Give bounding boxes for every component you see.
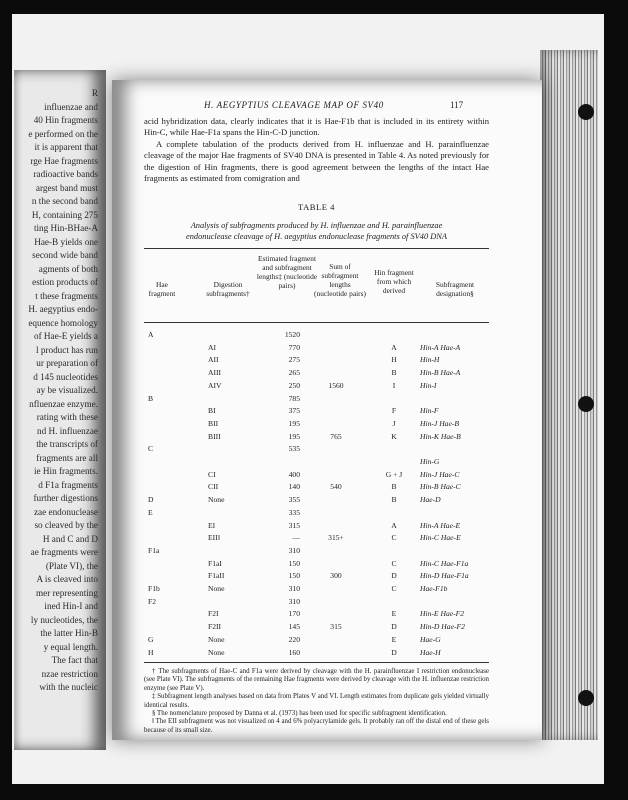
facing-page-line: fragments are all [36,452,98,463]
cell-hae-fragment: E [148,507,153,517]
header-subfragment-designation: Subfragment designation§ [435,280,475,298]
cell-sum: 1560 [328,380,344,390]
cell-hae-fragment: F2 [148,596,157,606]
cell-length: 170 [288,609,300,619]
cell-digestion: BII [208,418,219,428]
cell-designation: Hae-H [420,647,441,657]
cell-digestion: AII [208,355,219,365]
cell-hin-fragment: B [391,482,397,492]
cell-designation: Hin-A Hae-A [420,342,461,352]
page-stack-edges [540,50,598,740]
facing-page-line: argest band must [35,182,98,193]
facing-page-line: R [91,88,98,98]
facing-page-line: ting Hin-BHae-A [33,223,98,233]
cell-length: 310 [288,545,300,555]
cell-hin-fragment: D [391,622,397,632]
binder-hole-middle [578,396,594,412]
facing-page-line: H and C and D [42,533,98,544]
cell-hin-fragment: C [391,533,397,543]
cell-hin-fragment: G + J [385,469,403,479]
cell-hin-fragment: C [391,584,397,593]
facing-page-line: nfluenzae enzyme. [29,398,98,409]
facing-page-line: H, containing 275 [31,209,98,220]
facing-page-line: ur preparation of [36,358,98,368]
cell-designation: Hin-A Hae-E [420,520,461,530]
header-sum-lengths: Sum of subfragment lengths (nucleotide pairs) [314,262,366,298]
facing-page-line: ie Hin fragments. [33,466,98,476]
binder-hole-top [578,104,594,120]
table-label: TABLE 4 [298,202,335,212]
cell-designation: Hae-F1b [420,584,448,593]
cell-designation: Hin-K Hae-B [420,431,461,441]
cell-digestion: None [208,584,225,593]
cell-digestion: None [208,647,225,657]
cell-digestion: BIII [208,431,221,441]
cell-digestion: None [208,495,225,505]
cell-digestion: F1aI [208,558,222,568]
cell-length: 1520 [284,330,300,339]
cell-hae-fragment: B [148,393,154,403]
facing-page-line: of Hae-E yields a [33,331,98,341]
cell-designation: Hae-G [420,634,441,644]
cell-designation: Hin-G [420,457,440,466]
cell-designation: Hin-C Hae-E [420,533,461,543]
facing-page-line: ly nucleotides, the [30,614,98,625]
facing-page-line: (Plate VI), the [45,560,98,571]
facing-page-line: with the nucleic [39,682,98,692]
cell-hin-fragment: D [391,571,397,581]
facing-page-line: t these fragments [35,290,98,301]
cell-hae-fragment: D [148,495,154,505]
facing-page-line: zae endonuclease [33,506,98,517]
cell-digestion: BI [208,406,216,416]
facing-page-line: rge Hae fragments [30,155,98,166]
facing-page-line: second wide band [32,250,98,260]
cell-designation: Hin-F [420,406,439,416]
cell-length: 355 [288,495,300,505]
cell-length: 375 [288,406,300,416]
facing-page-line: Hae-B yields one [34,236,98,247]
cell-length: 265 [288,368,300,378]
facing-page-line: estion products of [32,277,98,287]
cell-length: 160 [288,647,300,657]
facing-page-line: 40 Hin fragments [33,115,98,125]
facing-page-line: further digestions [33,493,98,503]
cell-sum: 540 [330,482,342,492]
cell-sum: 765 [330,431,342,441]
cell-hin-fragment: A [391,520,397,530]
table-caption [144,220,489,242]
cell-hin-fragment: I [392,380,396,390]
cell-digestion: CI [208,469,216,479]
cell-length: 770 [288,342,300,352]
facing-page-line: e performed on the [28,128,98,139]
facing-page-line: nd H. influenzae [37,425,98,436]
table-header-rule [144,322,489,323]
facing-page-left [14,70,106,750]
facing-page-line: rating with these [36,412,98,422]
body-paragraph-1: acid hybridization data, clearly indicates that it is Hae-F1b that is included in its entirety within Hin-C, while Hae-F1a spans the Hin-C-D junction. [144,116,489,138]
facing-page-line: nzae restriction [41,668,98,679]
cell-hae-fragment: F1b [148,584,160,593]
running-head: H. AEGYPTIUS CLEAVAGE MAP OF SV40 [204,100,384,110]
cell-hin-fragment: J [392,418,396,428]
cell-designation: Hin-H [420,355,440,365]
facing-page-line: l product has run [35,344,98,355]
cell-length: 310 [288,584,300,593]
cell-length: 535 [288,444,300,454]
cell-designation: Hin-E Hae-F2 [420,609,465,619]
facing-page-line: The fact that [51,655,98,665]
cell-sum: 300 [330,571,342,581]
cell-digestion: CII [208,482,219,492]
footnote-parallel: ‖ The EII subfragment was not visualized on 4 and 6% polyacrylamide gels. It probably ran off the distal end of these gels because of its small size. [144,718,489,734]
facing-page-line: ay be visualized. [36,385,98,395]
cell-hin-fragment: D [391,647,397,657]
cell-designation: Hin-J Hae-B [420,418,460,428]
facing-page-line: ae fragments were [30,547,98,557]
cell-hin-fragment: K [391,431,397,441]
binder-hole-bottom [578,690,594,706]
cell-length: 275 [288,355,300,365]
cell-designation: Hin-B Hae-C [420,482,461,492]
cell-sum: 315 [330,622,342,632]
cell-digestion: AIII [208,368,222,378]
cell-length: 220 [288,634,300,644]
cell-length: 310 [288,596,300,606]
cell-hin-fragment: B [391,495,397,505]
body-paragraph-2: A complete tabulation of the products derived from H. influenzae and H. parainfluenzae cleavage of the major Hae fragments of SV40 DNA is presented in Table 4. As noted previously for the digestion of Hin fragments, there is good agreement between the lengths of the intact Hae fragments as estimated from comigration and [144,138,489,184]
cell-length: 785 [288,393,300,403]
cell-designation: Hin-D Hae-F1a [420,571,469,581]
facing-page-line: agments of both [38,263,98,274]
cell-sum: 315+ [328,533,344,543]
header-hin-fragment: Hin fragment from which derived [374,268,414,295]
cell-hin-fragment: C [391,558,397,568]
cell-hae-fragment: A [148,330,154,339]
cell-designation: Hin-B Hae-A [420,368,461,378]
table-top-rule [144,248,489,249]
cell-length: 195 [288,431,300,441]
book-page [112,80,542,740]
page-number: 117 [450,100,464,110]
footnote-double-dagger: ‡ Subfragment length analyses based on data from Plates V and VI. Length estimates from duplicate gels yielded virtually identical results. [144,693,489,709]
cell-digestion: AI [208,342,217,352]
cell-hin-fragment: H [391,355,397,365]
cell-hin-fragment: F [391,406,397,416]
cell-hae-fragment: C [148,444,154,454]
cell-digestion: F2II [208,622,222,632]
cell-designation: Hin-D Hae-F2 [420,622,465,632]
facing-page-line: equence homology [28,317,98,328]
facing-page-line: influenzae and [44,101,98,112]
facing-page-line: A is cleaved into [36,574,98,584]
cell-hin-fragment: E [391,634,397,644]
cell-hae-fragment: G [148,634,154,644]
cell-hin-fragment: A [391,342,397,352]
cell-designation: Hin-J Hae-C [420,469,460,479]
cell-digestion: F2I [208,609,219,619]
cell-digestion: EII‖ [208,533,220,543]
cell-length: 150 [288,558,300,568]
cell-digestion: AIV [208,380,222,390]
cell-hin-fragment: B [391,368,397,378]
header-hae-fragment: Hae fragment [148,280,176,298]
facing-page-line: the latter Hin-B [40,628,98,638]
footnote-dagger: † The subfragments of Hae-C and F1a were derived by cleavage with the H. parainfluenzae I restriction endonuclease (see Plate VI). The subfragments of the remaining Hae fragments were derived by cleavage with the H. influenzae restriction enzyme (see Plate V). [144,668,489,692]
facing-page-line: H. aegyptius endo- [28,304,98,314]
facing-page-line: d F1a fragments [38,479,98,490]
cell-hae-fragment: F1a [148,545,160,555]
table-caption-line-1: Analysis of subfragments produced by H. influenzae and H. parainfluenzae [190,221,443,230]
cell-hae-fragment: H [148,647,154,657]
cell-length: 195 [288,418,300,428]
table-bottom-rule [144,662,489,663]
header-digestion: Digestion subfragments† [206,280,250,298]
facing-page-line: the transcripts of [36,439,98,449]
facing-page-line: radioactive bands [33,169,98,179]
cell-length: 400 [288,469,300,479]
facing-page-line: d 145 nucleotides [33,371,98,382]
facing-page-line: mer representing [36,587,98,598]
cell-digestion: EI [208,520,216,530]
cell-length: 145 [288,622,300,632]
facing-page-line: so cleaved by the [34,520,98,530]
cell-length: 250 [288,380,300,390]
body-text [144,116,489,184]
facing-page-line: ined Hin-I and [44,601,98,611]
cell-length: 150 [288,571,300,581]
cell-length: 315 [288,520,300,530]
cell-length: 140 [288,482,300,492]
cell-designation: Hae-D [420,495,441,505]
cell-length: — [292,533,300,543]
facing-page-line: n the second band [31,196,98,206]
cell-length: 335 [288,507,300,517]
header-estimated-lengths: Estimated fragment and subfragment lengths‡ (nucleotide pairs) [256,254,318,290]
cell-hin-fragment: E [391,609,397,619]
cell-digestion: F1aII [208,571,225,581]
cell-designation: Hin-I [420,380,437,390]
footnotes [144,668,489,735]
footnote-section: § The nomenclature proposed by Danna et al. (1973) has been used for specific subfragment identification. [152,710,447,718]
facing-page-line: it is apparent that [34,142,98,152]
table-caption-line-2: endonuclease cleavage of H. aegyptius endonuclease fragments of SV40 DNA [186,232,447,241]
facing-page-line: y equal length. [43,641,98,652]
cell-digestion: None [208,634,225,644]
cell-designation: Hin-C Hae-F1a [420,558,469,568]
